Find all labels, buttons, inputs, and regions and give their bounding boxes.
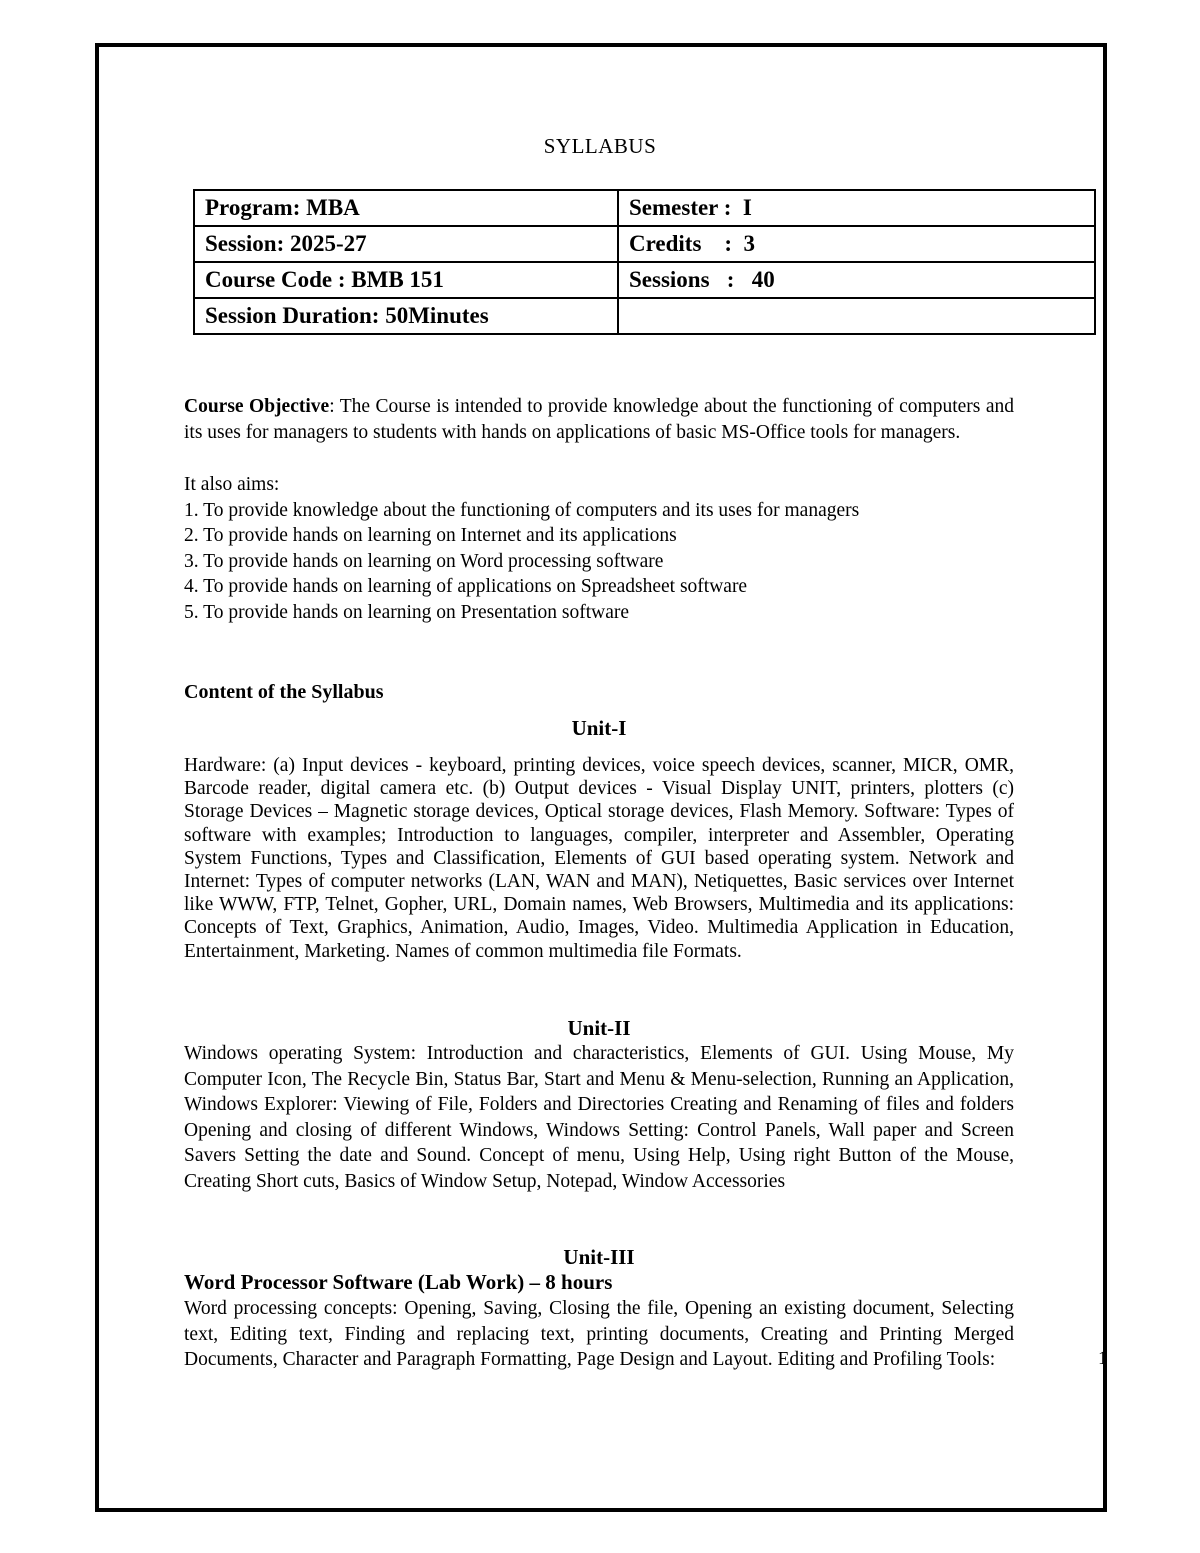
list-item: 4. To provide hands on learning of applications on Spreadsheet software: [184, 576, 748, 597]
course-objective-label: Course Objective: [184, 396, 330, 417]
page-number: 1: [1098, 1348, 1108, 1369]
aims-list: [184, 472, 1014, 625]
empty-cell: [618, 298, 1095, 334]
list-item: 5. To provide hands on learning on Presentation software: [184, 601, 630, 623]
content-heading: Content of the Syllabus: [184, 681, 384, 703]
semester-cell: Semester : I: [618, 190, 1095, 226]
program-cell: Program: MBA: [194, 190, 618, 226]
unit-1-title: Unit-I: [571, 716, 627, 740]
list-item: 1. To provide knowledge about the functioning of computers and its uses for managers: [184, 499, 860, 521]
unit-3-title: Unit-III: [563, 1245, 635, 1269]
unit-2-title: Unit-II: [567, 1016, 631, 1040]
table-row: [194, 190, 1095, 226]
session-cell: Session: 2025-27: [194, 226, 618, 262]
course-objective-text: : The Course is intended to provide knowledge about the functioning of computers and its uses for managers to students with hands on applications of basic MS-Office tools for managers.: [184, 396, 1014, 443]
unit-1-text: Hardware: (a) Input devices - keyboard, printing devices, voice speech devices, scanner, MICR, OMR, Barcode reader, digital camera etc. (b) Output devices - Visual Display UNIT, printers, plotters (c) Storage Devices – Magnetic storage devices, Optical storage devices, Flash Memory. Software: Types of software with examples; Introduction to languages, compiler, interpreter and Assembler, Operating System Functions, Types and Classification, Elements of GUI based operating system. Network and Internet: Types of computer networks (LAN, WAN and MAN), Netiquettes, Basic services over Internet like WWW, FTP, Telnet, Gopher, URL, Domain names, Web Browsers, Multimedia and its applications: Concepts of Text, Graphics, Animation, Audio, Images, Video. Multimedia Application in Education, Entertainment, Marketing. Names of common multimedia file Formats.: [184, 755, 1014, 962]
aims-intro: It also aims:: [184, 474, 280, 495]
unit-3-subtitle: Word Processor Software (Lab Work) – 8 hours: [184, 1270, 613, 1294]
course-objective: [184, 394, 1014, 445]
credits-cell: Credits : 3: [618, 226, 1095, 262]
sessions-cell: Sessions : 40: [618, 262, 1095, 298]
table-row: [194, 298, 1095, 334]
list-item: 2. To provide hands on learning on Internet and its applications: [184, 525, 677, 546]
course-code-cell: Course Code : BMB 151: [194, 262, 618, 298]
course-info-table: [193, 189, 1096, 335]
page-title: SYLLABUS: [543, 134, 657, 158]
list-item: 3. To provide hands on learning on Word processing software: [184, 550, 664, 572]
table-row: [194, 226, 1095, 262]
table-row: [194, 262, 1095, 298]
unit-2-text: Windows operating System: Introduction and characteristics, Elements of GUI. Using Mouse, My Computer Icon, The Recycle Bin, Status Bar, Start and Menu & Menu-selection, Running an Application, Windows Explorer: Viewing of File, Folders and Directories Creating and Renaming of files and folders Opening and closing of different Windows, Windows Setting: Control Panels, Wall paper and Screen Savers Setting the date and Sound. Concept of menu, Using Help, Using right Button of the Mouse, Creating Short cuts, Basics of Window Setup, Notepad, Window Accessories: [184, 1043, 1014, 1192]
session-duration-cell: Session Duration: 50Minutes: [194, 298, 618, 334]
unit-3-text: Word processing concepts: Opening, Saving, Closing the file, Opening an existing document, Selecting text, Editing text, Finding and replacing text, printing documents, Creating and Printing Merged Documents, Character and Paragraph Formatting, Page Design and Layout. Editing and Profiling Tools:: [184, 1298, 1014, 1370]
